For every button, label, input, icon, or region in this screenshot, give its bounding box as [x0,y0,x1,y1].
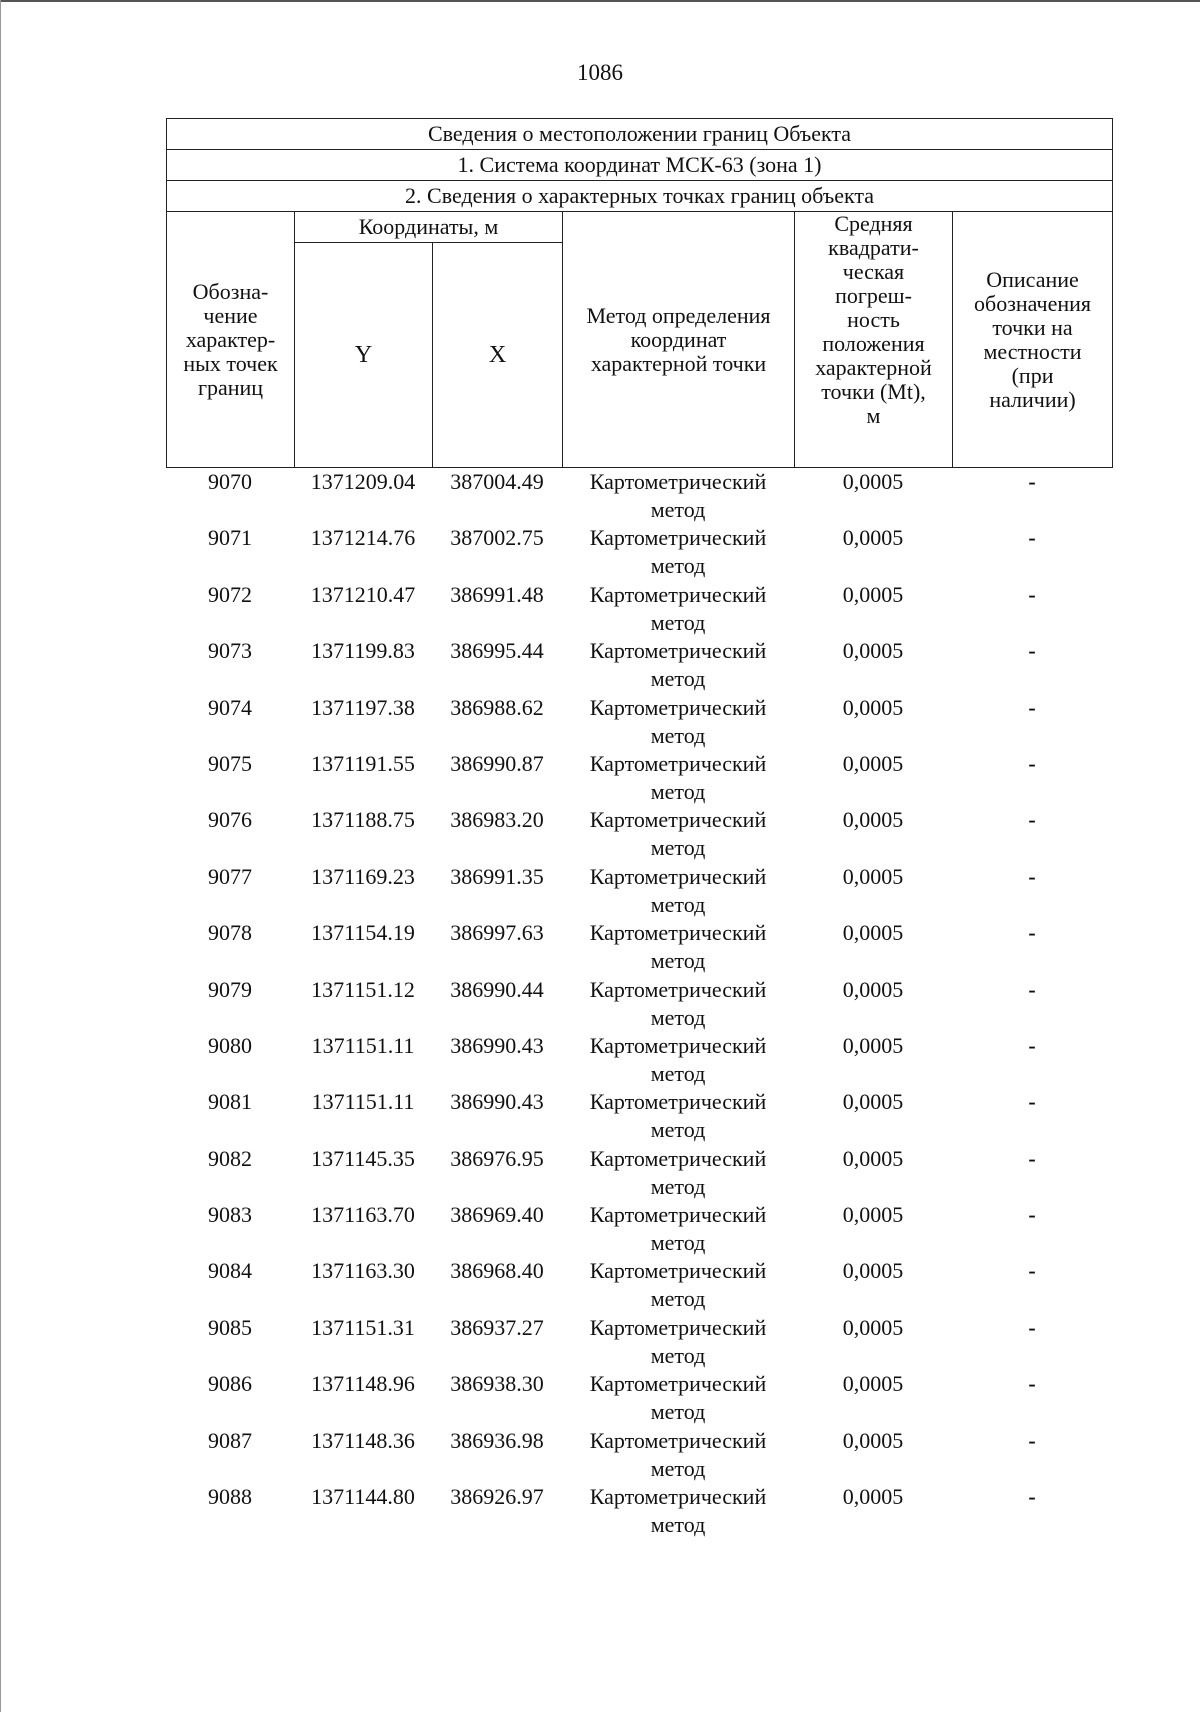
mean-square-error: 0,0005 [842,750,904,776]
point-id: 9077 [208,863,252,889]
point-id: 9070 [208,469,252,494]
method-line-2: метод [650,1455,706,1481]
coordinate-x: 386995.44 [450,638,544,664]
coordinate-y: 1371145.35 [311,1145,415,1171]
table-row [166,524,1112,580]
table-title-object-boundaries: Сведения о местоположении границ Объекта [167,119,1113,150]
coordinate-x: 386968.40 [450,1258,544,1284]
point-description: - [1028,1089,1036,1115]
point-description: - [1028,976,1036,1002]
method-line-2: метод [650,722,706,748]
table-row [166,581,1112,637]
header-text-line: границ [197,374,264,400]
method-line-1: Картометрический [589,1145,767,1171]
point-description: - [1028,1258,1036,1284]
header-text-line: м [866,403,881,428]
method-line-2: метод [650,609,706,635]
point-id: 9076 [208,807,252,833]
coordinate-y: 1371148.96 [311,1371,415,1397]
point-description: - [1028,863,1036,889]
method-line-1: Картометрический [589,807,767,833]
method-line-2: метод [650,1230,706,1256]
page-number: 1086 [577,60,623,85]
point-id: 9084 [208,1258,252,1284]
method-line-2: метод [650,1173,706,1199]
method-line-1: Картометрический [589,1089,767,1115]
point-id: 9083 [208,1202,252,1228]
coordinate-y: 1371151.11 [311,1089,415,1115]
point-description: - [1028,1314,1036,1340]
table-row [166,1483,1112,1539]
method-line-1: Картометрический [589,750,767,776]
method-line-1: Картометрический [589,581,767,607]
method-line-1: Картометрический [589,1371,767,1397]
coordinate-y: 1371188.75 [311,807,415,833]
header-text-line: (при [1011,362,1054,388]
method-line-1: Картометрический [589,920,767,946]
method-line-2: метод [650,835,706,861]
method-line-2: метод [650,553,706,579]
header-text-line: местности [983,338,1082,364]
coordinate-y: 1371169.23 [311,863,415,889]
header-coordinate-y: Y [295,243,433,468]
mean-square-error: 0,0005 [842,807,904,833]
method-line-1: Картометрический [589,1202,767,1228]
header-text-line: чение [203,302,258,328]
header-text-line: точки на [992,314,1073,340]
coordinate-y: 1371151.31 [311,1314,415,1340]
header-description [953,212,1113,468]
table-row [166,694,1112,750]
point-description: - [1028,525,1036,551]
table-row [166,806,1112,862]
method-line-2: метод [650,778,706,804]
method-line-1: Картометрический [589,1427,767,1453]
point-description: - [1028,638,1036,664]
table-row [166,637,1112,693]
table-row [166,863,1112,919]
table-row [166,1032,1112,1088]
table-title-coordinate-system: 1. Система координат МСК-63 (зона 1) [167,150,1113,181]
coordinate-x: 386997.63 [450,920,544,946]
point-id: 9078 [208,920,252,946]
header-text-line: Обозна- [192,278,269,304]
table-title-characteristic-points: 2. Сведения о характерных точках границ объекта [167,181,1113,212]
coordinate-y: 1371163.30 [311,1258,415,1284]
table-row [166,1257,1112,1313]
method-line-1: Картометрический [589,1258,767,1284]
point-description: - [1028,750,1036,776]
point-id: 9079 [208,976,252,1002]
mean-square-error: 0,0005 [842,638,904,664]
coordinate-x: 387004.49 [450,469,544,494]
method-line-1: Картометрический [589,1484,767,1510]
table-body [166,468,1112,1539]
coordinate-y: 1371151.11 [311,1032,415,1058]
point-description: - [1028,1145,1036,1171]
point-id: 9073 [208,638,252,664]
point-id: 9087 [208,1427,252,1453]
method-line-1: Картометрический [589,525,767,551]
method-line-2: метод [650,1342,706,1368]
header-text-line: точки (Mt), [821,379,926,404]
header-text-line: квадрати- [828,235,919,260]
method-line-2: метод [650,1286,706,1312]
coordinate-y: 1371209.04 [310,469,416,494]
point-description: - [1028,1371,1036,1397]
coordinates-table-header [166,118,1113,468]
point-id: 9085 [208,1314,252,1340]
method-line-1: Картометрический [589,1314,767,1340]
header-text-line: погреш- [835,283,912,308]
table-row [166,919,1112,975]
method-line-1: Картометрический [589,638,767,664]
scan-edge-left [0,0,1,1712]
mean-square-error: 0,0005 [842,1371,904,1397]
point-id: 9074 [208,694,252,720]
point-description: - [1028,920,1036,946]
header-text-line: Описание [986,266,1079,292]
mean-square-error: 0,0005 [842,1314,904,1340]
point-id: 9082 [208,1145,252,1171]
coordinate-x: 386991.35 [450,863,544,889]
header-text-line: характерной [815,355,932,380]
coordinate-x: 386938.30 [450,1371,544,1397]
header-point-designation [167,212,295,468]
header-text-line: Метод определения [586,302,771,328]
header-text-line: наличии) [989,386,1076,412]
header-text-line: характерной точки [590,350,767,376]
coordinate-x: 386926.97 [450,1484,544,1510]
point-description: - [1028,1484,1036,1510]
point-description: - [1028,807,1036,833]
header-method [563,212,795,468]
method-line-2: метод [650,1060,706,1086]
mean-square-error: 0,0005 [842,1202,904,1228]
method-line-2: метод [650,666,706,692]
method-line-1: Картометрический [589,694,767,720]
table-row [166,976,1112,1032]
mean-square-error: 0,0005 [842,581,904,607]
point-id: 9071 [208,525,252,551]
mean-square-error: 0,0005 [842,1089,904,1115]
header-coordinates: Координаты, м [295,212,563,243]
mean-square-error: 0,0005 [842,863,904,889]
coordinate-x: 386990.43 [450,1089,544,1115]
method-line-2: метод [650,1117,706,1143]
header-text-line: Средняя [834,211,913,236]
coordinate-y: 1371151.12 [311,976,415,1002]
method-line-2: метод [650,1512,706,1538]
point-description: - [1028,1202,1036,1228]
coordinate-x: 386936.98 [450,1427,544,1453]
mean-square-error: 0,0005 [842,1427,904,1453]
point-id: 9081 [208,1089,252,1115]
header-text-line: ных точек [183,350,278,376]
point-id: 9088 [208,1484,252,1510]
header-coordinate-x: X [433,243,563,468]
point-description: - [1028,1032,1036,1058]
mean-square-error: 0,0005 [842,920,904,946]
coordinate-y: 1371197.38 [311,694,415,720]
table-row [166,1145,1112,1201]
mean-square-error: 0,0005 [842,469,904,494]
method-line-1: Картометрический [589,863,767,889]
header-text-line: ческая [842,259,905,284]
coordinate-x: 386976.95 [450,1145,544,1171]
point-id: 9080 [208,1032,252,1058]
method-line-2: метод [650,497,706,522]
method-line-1: Картометрический [589,976,767,1002]
table-row [166,468,1112,524]
coordinate-x: 386937.27 [450,1314,544,1340]
coordinate-y: 1371148.36 [311,1427,415,1453]
table-row [166,1370,1112,1426]
point-description: - [1028,694,1036,720]
table-row [166,750,1112,806]
table-row [166,1314,1112,1370]
method-line-2: метод [650,1399,706,1425]
header-text-line: координат [630,326,727,352]
header-text-line: характер- [185,326,276,352]
coordinate-y: 1371191.55 [311,750,415,776]
mean-square-error: 0,0005 [842,1258,904,1284]
mean-square-error: 0,0005 [842,694,904,720]
coordinate-y: 1371199.83 [311,638,415,664]
header-mean-square-error [795,212,953,468]
coordinate-y: 1371214.76 [310,525,416,551]
table-row [166,1088,1112,1144]
point-description: - [1028,581,1036,607]
coordinate-x: 386990.87 [450,750,544,776]
coordinate-x: 386991.48 [450,581,544,607]
header-text-line: положения [822,331,925,356]
method-line-2: метод [650,948,706,974]
coordinate-x: 386988.62 [450,694,544,720]
coordinate-y: 1371154.19 [311,920,415,946]
coordinate-x: 387002.75 [450,525,544,551]
mean-square-error: 0,0005 [842,1484,904,1510]
mean-square-error: 0,0005 [842,1145,904,1171]
mean-square-error: 0,0005 [842,1032,904,1058]
header-text-line: обозначения [974,290,1092,316]
table-row [166,1201,1112,1257]
scan-edge-top [0,0,1200,2]
point-description: - [1028,1427,1036,1453]
coordinate-y: 1371210.47 [310,581,416,607]
coordinate-x: 386983.20 [450,807,544,833]
point-description: - [1028,469,1036,494]
mean-square-error: 0,0005 [842,976,904,1002]
point-id: 9075 [208,750,252,776]
method-line-1: Картометрический [589,1032,767,1058]
point-id: 9072 [208,581,252,607]
mean-square-error: 0,0005 [842,525,904,551]
method-line-2: метод [650,1004,706,1030]
coordinate-x: 386969.40 [450,1202,544,1228]
method-line-1: Картометрический [589,469,767,494]
method-line-2: метод [650,891,706,917]
point-id: 9086 [208,1371,252,1397]
table-row [166,1427,1112,1483]
coordinate-x: 386990.43 [450,1032,544,1058]
coordinate-y: 1371163.70 [311,1202,415,1228]
coordinate-y: 1371144.80 [311,1484,415,1510]
header-text-line: ность [847,307,900,332]
coordinate-x: 386990.44 [450,976,544,1002]
